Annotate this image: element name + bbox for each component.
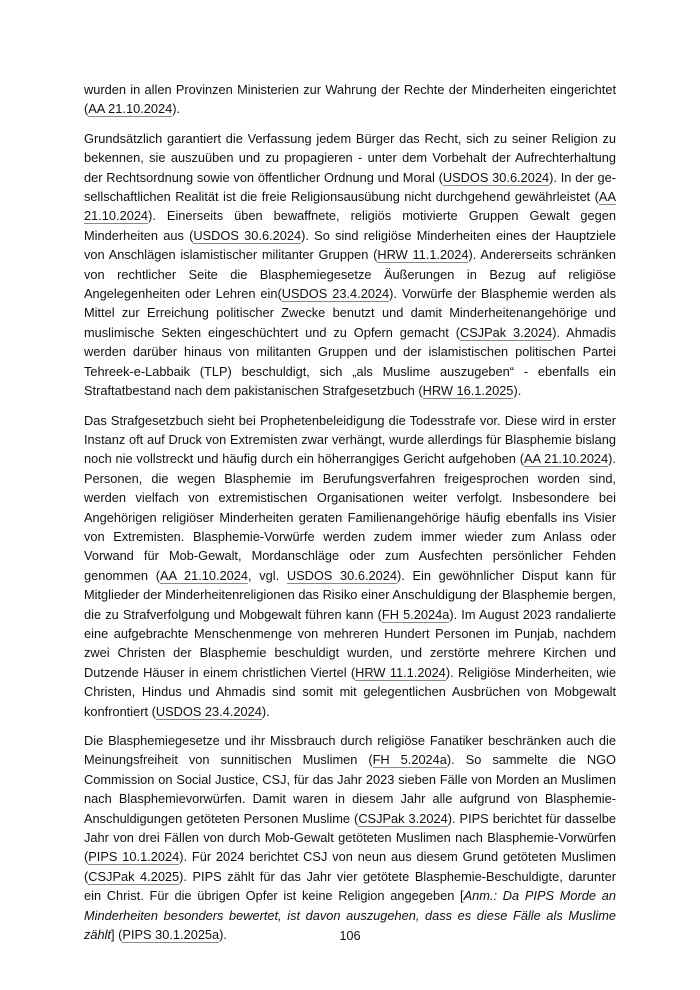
citation-link[interactable]: HRW 11.1.2024: [355, 664, 446, 680]
citation-link[interactable]: PIPS 10.1.2024: [88, 849, 180, 865]
text-segment: ). So sammelte die NGO Commission on Social Justice, CSJ, für das Jahr 2023 sieben Fälle von Morden an Muslimen nach Blasphemievorwürfen. Damit waren in diesem Jahr alle aufgrund von Blasphemie-Anschuldigungen getöteten Personen Muslime (: [84, 752, 616, 826]
citation-link[interactable]: FH 5.2024a: [381, 606, 450, 622]
text-segment: ).: [172, 101, 181, 117]
text-segment: , vgl.: [248, 567, 287, 583]
text-segment: ). So sind religiöse Minderheiten eines der Hauptziele von Anschlägen islamistischer militanter Gruppen (: [84, 227, 616, 263]
citation-link[interactable]: CSJPak 4.2025: [88, 868, 180, 884]
text-segment: ). In der gesellschaftlichen Realität ist die freie Religionsausübung nicht durchgehend gewährleistet (: [84, 169, 617, 205]
text-segment: ). Ein gewöhnlicher Disput kann für Mitglieder der Minderheitenreligionen das Risiko einer Anschuldigung der Blasphemie bergen, die zu Strafverfolgung und Mobgewalt führen kann (: [84, 567, 616, 622]
paragraph: [84, 731, 616, 944]
citation-link[interactable]: CSJPak 3.2024: [358, 810, 448, 826]
citation-link[interactable]: FH 5.2024a: [372, 752, 447, 768]
text-segment: ).: [261, 703, 270, 719]
text-segment: wurden in allen Provinzen Ministerien zur Wahrung der Rechte der Minderheiten eingerichtet (: [84, 82, 616, 117]
citation-link[interactable]: CSJPak 3.2024: [459, 324, 553, 340]
text-segment: ). Vorwürfe der Blasphemie werden als Mittel zur Erreichung politischer Zwecke benutzt und damit Minderheitenangehörige und muslimische Sekten eingeschüchtert und zu Opfern gemacht (: [84, 286, 616, 340]
editor-note: Anm.: Da PIPS Morde an Minderheiten besonders bewertet, ist davon auszugehen, dass es diese Fälle als Muslime zählt: [84, 888, 616, 943]
paragraph: [84, 129, 616, 401]
citation-link[interactable]: USDOS 30.6.2024: [193, 227, 302, 243]
citation-link[interactable]: AA 21.10.2024: [84, 189, 616, 224]
text-segment: ). Für 2024 berichtet CSJ von neun aus diesem Grund getöteten Muslimen (: [84, 849, 616, 884]
citation-link[interactable]: AA 21.10.2024: [523, 451, 609, 467]
paragraph: [84, 80, 616, 119]
citation-link[interactable]: USDOS 23.4.2024: [155, 703, 262, 719]
text-segment: ). Ahmadis werden darüber hinaus von militanten Gruppen und der islamistischen politischen Partei Tehreek-e-Labbaik (TLP) beschuldigt, sich „als Muslime auszugeben“ - ebenfalls ein Straftatbestand nach dem pakistanischen Strafgesetzbuch (: [84, 324, 616, 399]
text-segment: ). PIPS zählt für das Jahr vier getötete Blasphemie-Beschuldigte, darunter ein Christ. Für die übrigen Opfer ist keine Religion angegeben [: [84, 868, 616, 904]
citation-link[interactable]: HRW 16.1.2025: [422, 383, 514, 399]
body-text: [84, 80, 616, 954]
text-segment: ). Religiöse Minderheiten, wie Christen, Hindus und Ahmadis sind somit mit gelegentlichen Ausbrüchen von Mobgewalt konfrontiert (: [84, 664, 617, 719]
text-segment: ). Einerseits üben bewaffnete, religiös motivierte Gruppen Gewalt gegen Minderheiten aus (: [84, 208, 616, 243]
text-segment: ). Im August 2023 randalierte eine aufgebrachte Menschenmenge von mehreren Hundert Personen im Punjab, nachdem zwei Christen der Blasphemie beschuldigt wurden, und zerstörte mehrere Kirchen und Dutzende Häuser in einem christlichen Viertel (: [84, 606, 616, 680]
citation-link[interactable]: AA 21.10.2024: [159, 567, 249, 583]
text-segment: ).: [219, 927, 227, 943]
text-segment: Grundsätzlich garantiert die Verfassung jedem Bürger das Recht, sich zu seiner Religion zu bekennen, sie auszuüben und zu propagieren - unter dem Vorbehalt der Aufrechterhaltung der Rechtsordnung sowie von öffentlicher Ordnung und Moral (: [84, 130, 616, 185]
citation-link[interactable]: AA 21.10.2024: [88, 101, 173, 117]
text-segment: ). Personen, die wegen Blasphemie im Berufungsverfahren freigesprochen worden sind, werden vielfach von extremistischen Organisationen weiter verfolgt. Insbesondere bei Angehörigen religiöser Minderheiten geraten Familienangehörige häufig ebenfalls ins Visier von Extremisten. Blasphemie-Vorwürfe werden zudem immer wieder zum Anlass oder Vorwand für Mob-Gewalt, Mordanschläge oder zum Ausfechten persönlicher Fehden genommen (: [84, 451, 616, 583]
citation-link[interactable]: PIPS 30.1.2025a: [122, 927, 220, 943]
citation-link[interactable]: USDOS 30.6.2024: [442, 169, 550, 185]
citation-link[interactable]: USDOS 30.6.2024: [286, 567, 397, 583]
text-segment: Die Blasphemiegesetze und ihr Missbrauch durch religiöse Fanatiker beschränken auch die Meinungsfreiheit von sunnitischen Muslimen (: [84, 733, 616, 768]
page-number: 106: [339, 928, 361, 943]
citation-link[interactable]: HRW 11.1.2024: [377, 247, 469, 263]
paragraph: [84, 411, 616, 722]
text-segment: ). Andererseits schränken von rechtlicher Seite die Blasphemiegesetze Äußerungen in Bezug auf religiöse Angelegenheiten oder Lehren ein(: [84, 247, 616, 302]
text-segment: ). PIPS berichtet für dasselbe Jahr von drei Fällen von durch Mob-Gewalt getöteten Muslimen nach Blasphemie-Vorwürfen (: [84, 810, 616, 865]
citation-link[interactable]: USDOS 23.4.2024: [281, 286, 390, 302]
text-segment: Das Strafgesetzbuch sieht bei Prophetenbeleidigung die Todesstrafe vor. Diese wird in erster Instanz oft auf Druck von Extremisten zwar verhängt, wurde allerdings für Blasphemie bislang noch nie vollstreckt und häufig durch ein höherrangiges Gericht aufgehoben (: [84, 412, 616, 467]
text-segment: ).: [513, 383, 522, 399]
text-segment: ] (: [111, 927, 123, 943]
